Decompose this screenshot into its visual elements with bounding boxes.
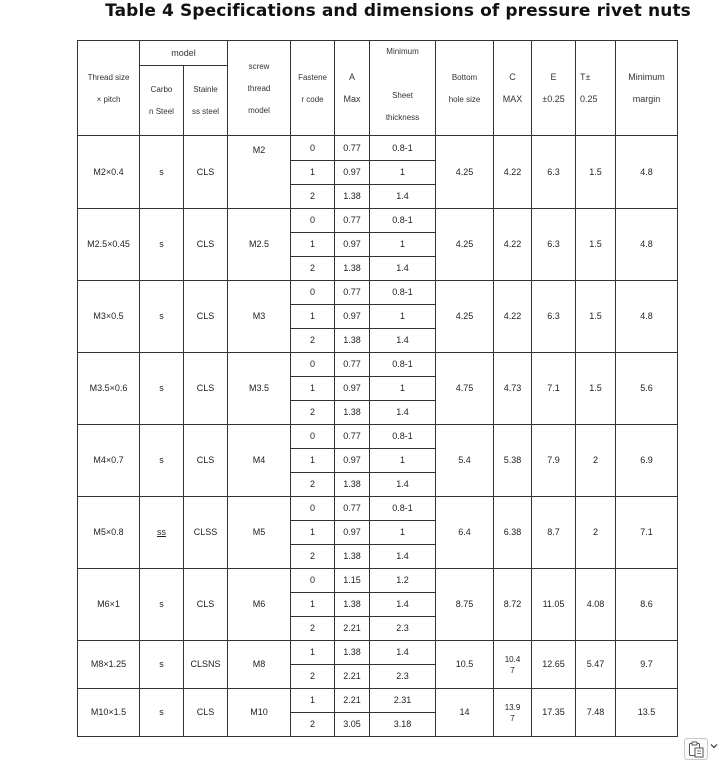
e-cell: 7.1 xyxy=(532,353,576,425)
margin-cell: 4.8 xyxy=(616,136,678,209)
a-max-cell: 0.97 xyxy=(335,377,370,401)
sheet-thickness-cell: 2.31 xyxy=(370,689,436,713)
sheet-thickness-cell: 0.8-1 xyxy=(370,209,436,233)
a-max-cell: 1.38 xyxy=(335,401,370,425)
fastener-code-cell: 2 xyxy=(291,617,335,641)
a-max-cell: 0.77 xyxy=(335,497,370,521)
table-row xyxy=(78,689,678,713)
fastener-code-cell: 2 xyxy=(291,473,335,497)
a-max-cell: 0.77 xyxy=(335,425,370,449)
sheet-thickness-cell: 1.4 xyxy=(370,185,436,209)
fastener-code-header: Fastene r code xyxy=(291,41,335,136)
a-max-cell: 0.97 xyxy=(335,161,370,185)
table-row xyxy=(78,136,678,161)
sheet-thickness-cell: 2.3 xyxy=(370,665,436,689)
screw-model-cell: M3.5 xyxy=(228,353,291,425)
e-cell: 12.65 xyxy=(532,641,576,689)
t-cell: 7.48 xyxy=(576,689,616,737)
a-max-cell: 2.21 xyxy=(335,689,370,713)
e-cell: 6.3 xyxy=(532,281,576,353)
sheet-thickness-cell: 1.4 xyxy=(370,329,436,353)
c-max-cell: 4.22 xyxy=(494,136,532,209)
bottom-hole-cell: 4.25 xyxy=(436,209,494,281)
e-header: E ±0.25 xyxy=(532,41,576,136)
c-max-cell: 13.9 7 xyxy=(494,689,532,737)
carbon-steel-cell: s xyxy=(140,281,184,353)
margin-cell: 6.9 xyxy=(616,425,678,497)
c-max-cell: 10.4 7 xyxy=(494,641,532,689)
screw-model-cell: M5 xyxy=(228,497,291,569)
margin-cell: 5.6 xyxy=(616,353,678,425)
sheet-thickness-cell: 0.8-1 xyxy=(370,497,436,521)
fastener-code-cell: 2 xyxy=(291,329,335,353)
e-cell: 11.05 xyxy=(532,569,576,641)
sheet-thickness-cell: 1.4 xyxy=(370,545,436,569)
table-row xyxy=(78,353,678,377)
t-cell: 5.47 xyxy=(576,641,616,689)
carbon-steel-cell xyxy=(140,497,184,569)
bottom-hole-cell: 4.75 xyxy=(436,353,494,425)
carbon-steel-cell: s xyxy=(140,209,184,281)
sheet-thickness-cell: 2.3 xyxy=(370,617,436,641)
a-max-cell: 1.38 xyxy=(335,545,370,569)
table-row xyxy=(78,497,678,521)
thread-size-cell: M4×0.7 xyxy=(78,425,140,497)
fastener-code-cell: 1 xyxy=(291,233,335,257)
carbon-steel-cell: s xyxy=(140,641,184,689)
fastener-code-cell: 0 xyxy=(291,209,335,233)
bottom-hole-cell: 10.5 xyxy=(436,641,494,689)
c-max-cell: 5.38 xyxy=(494,425,532,497)
a-max-cell: 1.15 xyxy=(335,569,370,593)
fastener-code-cell: 1 xyxy=(291,689,335,713)
a-max-cell: 0.77 xyxy=(335,136,370,161)
fastener-code-cell: 2 xyxy=(291,713,335,737)
table-body xyxy=(78,136,678,737)
sheet-thickness-cell: 1.4 xyxy=(370,593,436,617)
screw-thread-model-header: screw thread model xyxy=(228,41,291,136)
thread-size-cell: M3×0.5 xyxy=(78,281,140,353)
carbon-steel-cell: s xyxy=(140,569,184,641)
screw-model-cell: M3 xyxy=(228,281,291,353)
sheet-thickness-cell: 0.8-1 xyxy=(370,425,436,449)
c-max-cell: 8.72 xyxy=(494,569,532,641)
a-max-cell: 1.38 xyxy=(335,473,370,497)
fastener-code-cell: 1 xyxy=(291,377,335,401)
fastener-code-cell: 1 xyxy=(291,449,335,473)
page-title: Table 4 Specifications and dimensions of pressure rivet nuts xyxy=(105,1,691,21)
stainless-steel-cell: CLS xyxy=(184,281,228,353)
t-cell: 4.08 xyxy=(576,569,616,641)
thread-size-cell: M5×0.8 xyxy=(78,497,140,569)
margin-cell: 9.7 xyxy=(616,641,678,689)
t-header: T± 0.25 xyxy=(576,41,616,136)
stainless-steel-cell: CLS xyxy=(184,569,228,641)
sheet-thickness-cell: 3.18 xyxy=(370,713,436,737)
margin-cell: 4.8 xyxy=(616,281,678,353)
a-max-cell: 3.05 xyxy=(335,713,370,737)
sheet-thickness-cell: 0.8-1 xyxy=(370,353,436,377)
table-row xyxy=(78,641,678,665)
t-cell: 1.5 xyxy=(576,281,616,353)
c-max-cell: 4.22 xyxy=(494,281,532,353)
stainless-steel-cell: CLS xyxy=(184,209,228,281)
table-row xyxy=(78,569,678,593)
stainless-steel-cell: CLS xyxy=(184,136,228,209)
minimum-margin-header: Minimum margin xyxy=(616,41,678,136)
fastener-code-cell: 2 xyxy=(291,401,335,425)
stainless-steel-cell: CLS xyxy=(184,689,228,737)
stainless-steel-cell: CLSNS xyxy=(184,641,228,689)
bottom-hole-size-header: Bottom hole size xyxy=(436,41,494,136)
sheet-thickness-cell: 1 xyxy=(370,449,436,473)
c-max-cell: 4.73 xyxy=(494,353,532,425)
sheet-thickness-cell: 1.4 xyxy=(370,401,436,425)
sheet-thickness-cell: 1 xyxy=(370,161,436,185)
fastener-code-cell: 0 xyxy=(291,136,335,161)
bottom-hole-cell: 4.25 xyxy=(436,136,494,209)
sheet-thickness-cell: 1 xyxy=(370,305,436,329)
spec-table xyxy=(77,40,678,737)
fastener-code-cell: 0 xyxy=(291,425,335,449)
sheet-thickness-cell: 1 xyxy=(370,377,436,401)
t-cell: 1.5 xyxy=(576,136,616,209)
a-max-cell: 1.38 xyxy=(335,257,370,281)
stainless-steel-cell: CLSS xyxy=(184,497,228,569)
a-max-cell: 0.97 xyxy=(335,233,370,257)
a-max-cell: 0.97 xyxy=(335,521,370,545)
e-cell: 8.7 xyxy=(532,497,576,569)
min-sheet-thickness-header: Minimum Sheet thickness xyxy=(370,41,436,136)
carbon-steel-cell: s xyxy=(140,425,184,497)
margin-cell: 4.8 xyxy=(616,209,678,281)
fastener-code-cell: 0 xyxy=(291,569,335,593)
a-max-cell: 0.77 xyxy=(335,353,370,377)
screw-model-cell: M4 xyxy=(228,425,291,497)
c-max-cell: 4.22 xyxy=(494,209,532,281)
bottom-hole-cell: 14 xyxy=(436,689,494,737)
e-cell: 7.9 xyxy=(532,425,576,497)
thread-size-cell: M6×1 xyxy=(78,569,140,641)
table-row xyxy=(78,425,678,449)
carbon-steel-cell: s xyxy=(140,689,184,737)
fastener-code-cell: 1 xyxy=(291,521,335,545)
bottom-hole-cell: 6.4 xyxy=(436,497,494,569)
sheet-thickness-cell: 1.2 xyxy=(370,569,436,593)
a-max-header: A Max xyxy=(335,41,370,136)
margin-cell: 13.5 xyxy=(616,689,678,737)
margin-cell: 8.6 xyxy=(616,569,678,641)
bottom-hole-cell: 4.25 xyxy=(436,281,494,353)
fastener-code-cell: 0 xyxy=(291,497,335,521)
table-row xyxy=(78,209,678,233)
fastener-code-cell: 2 xyxy=(291,257,335,281)
sheet-thickness-cell: 1 xyxy=(370,233,436,257)
bottom-hole-cell: 5.4 xyxy=(436,425,494,497)
a-max-cell: 1.38 xyxy=(335,329,370,353)
fastener-code-cell: 0 xyxy=(291,353,335,377)
a-max-cell: 2.21 xyxy=(335,617,370,641)
e-cell: 6.3 xyxy=(532,209,576,281)
fastener-code-cell: 2 xyxy=(291,545,335,569)
a-max-cell: 0.77 xyxy=(335,281,370,305)
thread-size-cell: M10×1.5 xyxy=(78,689,140,737)
sheet-thickness-cell: 1.4 xyxy=(370,473,436,497)
carbon-steel-cell: s xyxy=(140,136,184,209)
sheet-thickness-cell: 0.8-1 xyxy=(370,281,436,305)
margin-cell: 7.1 xyxy=(616,497,678,569)
a-max-cell: 0.97 xyxy=(335,305,370,329)
carbon-steel-value: ss xyxy=(157,527,166,537)
c-max-cell: 6.38 xyxy=(494,497,532,569)
table-row xyxy=(78,281,678,305)
thread-size-cell: M8×1.25 xyxy=(78,641,140,689)
c-max-header: C MAX xyxy=(494,41,532,136)
carbon-steel-cell: s xyxy=(140,353,184,425)
fastener-code-cell: 2 xyxy=(291,185,335,209)
fastener-code-cell: 1 xyxy=(291,641,335,665)
sheet-thickness-cell: 1.4 xyxy=(370,257,436,281)
screw-model-cell: M2.5 xyxy=(228,209,291,281)
screw-model-cell: M6 xyxy=(228,569,291,641)
chevron-down-icon[interactable] xyxy=(710,742,718,750)
bottom-hole-cell: 8.75 xyxy=(436,569,494,641)
clipboard-icon xyxy=(688,741,705,758)
fastener-code-cell: 1 xyxy=(291,161,335,185)
sheet-thickness-cell: 1 xyxy=(370,521,436,545)
fastener-code-cell: 1 xyxy=(291,593,335,617)
fastener-code-cell: 1 xyxy=(291,305,335,329)
screw-model-cell: M8 xyxy=(228,641,291,689)
e-cell: 6.3 xyxy=(532,136,576,209)
e-cell: 17.35 xyxy=(532,689,576,737)
thread-size-cell: M2×0.4 xyxy=(78,136,140,209)
sheet-thickness-cell: 1.4 xyxy=(370,641,436,665)
thread-size-header: Thread size × pitch xyxy=(78,41,140,136)
carbon-steel-header: Carbo n Steel xyxy=(140,66,184,136)
t-cell: 1.5 xyxy=(576,353,616,425)
a-max-cell: 0.97 xyxy=(335,449,370,473)
paste-options-button[interactable] xyxy=(684,738,708,760)
a-max-cell: 1.38 xyxy=(335,185,370,209)
t-cell: 2 xyxy=(576,425,616,497)
table-header xyxy=(78,41,678,136)
thread-size-cell: M3.5×0.6 xyxy=(78,353,140,425)
a-max-cell: 1.38 xyxy=(335,593,370,617)
t-cell: 2 xyxy=(576,497,616,569)
model-header: model xyxy=(140,41,228,66)
sheet-thickness-cell: 0.8-1 xyxy=(370,136,436,161)
a-max-cell: 2.21 xyxy=(335,665,370,689)
fastener-code-cell: 0 xyxy=(291,281,335,305)
t-cell: 1.5 xyxy=(576,209,616,281)
stainless-steel-cell: CLS xyxy=(184,425,228,497)
stainless-steel-cell: CLS xyxy=(184,353,228,425)
a-max-cell: 0.77 xyxy=(335,209,370,233)
fastener-code-cell: 2 xyxy=(291,665,335,689)
stainless-steel-header: Stainle ss steel xyxy=(184,66,228,136)
thread-size-cell: M2.5×0.45 xyxy=(78,209,140,281)
screw-model-cell: M2 xyxy=(228,136,291,209)
screw-model-cell: M10 xyxy=(228,689,291,737)
a-max-cell: 1.38 xyxy=(335,641,370,665)
